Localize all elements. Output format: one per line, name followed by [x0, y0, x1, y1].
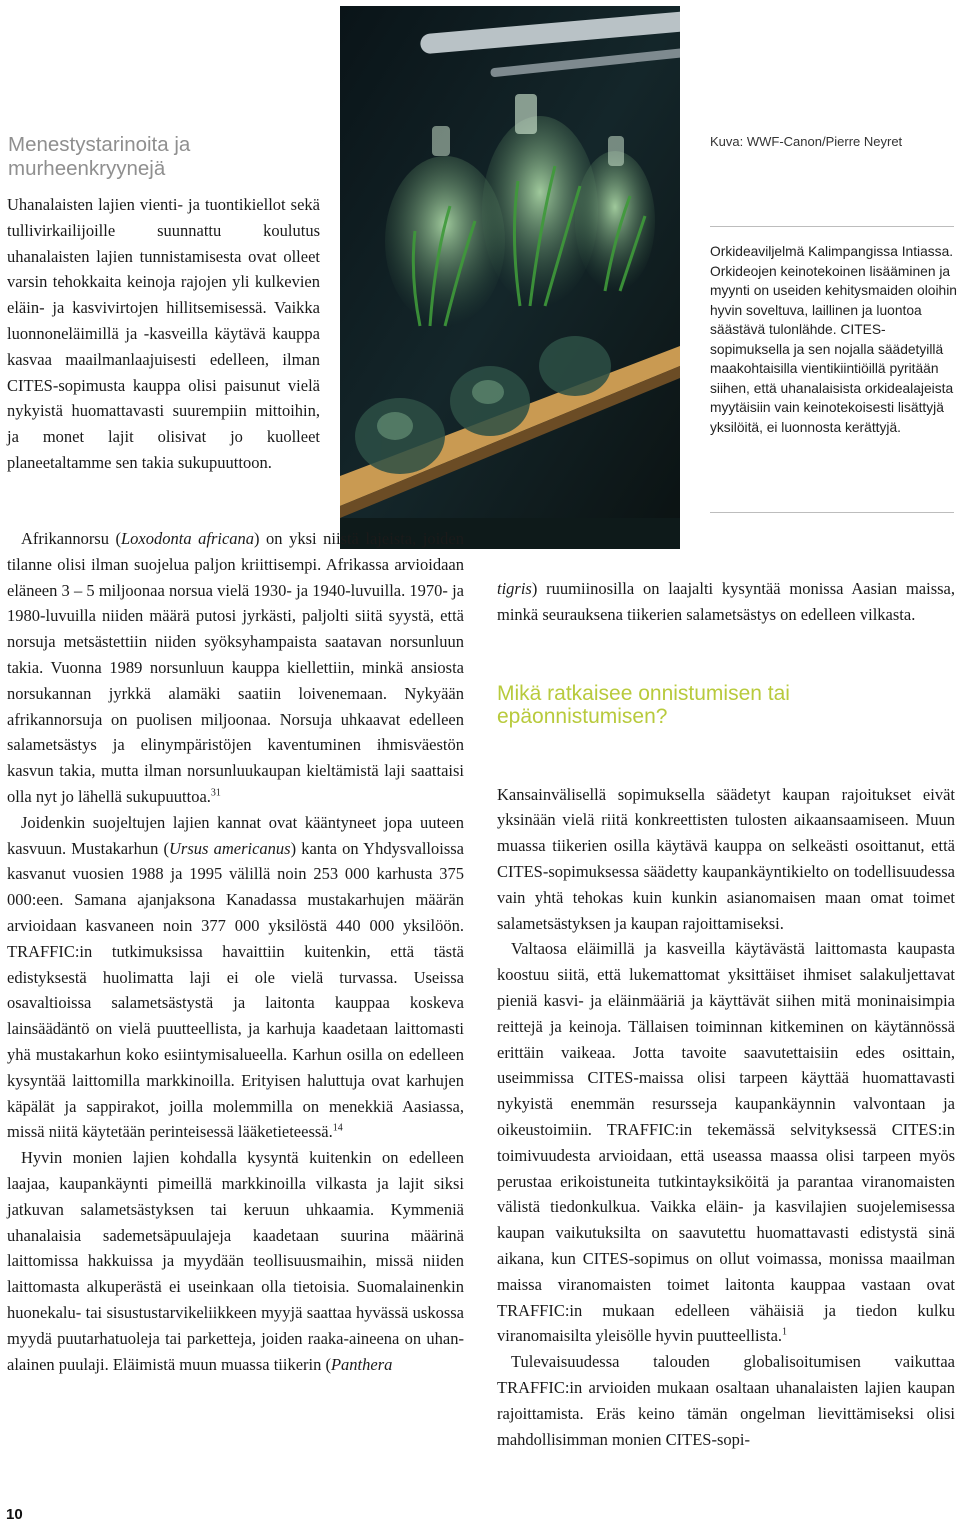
- left-column: [7, 526, 464, 1377]
- left-column-top: [7, 192, 320, 476]
- photo-credit: Kuva: WWF-Canon/Pierre Neyret: [710, 134, 903, 149]
- orchid-photo: [340, 6, 680, 549]
- species-name: Loxodonta africana: [121, 529, 255, 548]
- caption-top-rule: [710, 226, 954, 227]
- caption-bottom-rule: [710, 512, 954, 513]
- species-name: Ursus americanus: [169, 838, 291, 858]
- body-paragraph-8: Tulevaisuudessa talouden globalisoitumisen vaikuttaa TRAFFIC:in arvioiden mukaan osaltaan uhanalaisten lajien kaupan rajoittamista. Eräs keino tämän ongelman lievittämiseksi olisi mahdollisimman monien CITES-sopi-: [497, 1352, 955, 1449]
- species-name: Panthera: [330, 1354, 393, 1374]
- species-name: tigris: [497, 579, 532, 598]
- body-paragraph-5: tigris) ruumiinosilla on laajalti kysyntää monissa Aasian maissa, minkä seurauksena tiikerien salametsästys on edelleen vilkasta.: [497, 579, 955, 624]
- footnote-ref: 14: [332, 1122, 343, 1134]
- body-paragraph-6: Kansainvälisellä sopimuksella säädetyt kaupan rajoitukset eivät yksinään vielä riitä konkreettisten tulosten aikaansaamiseen. Muun muassa tiikerien osilla käytävä kauppa on selkeästi osoittanut, että CITES-sopimuksessa säädetty kaupankäyntikielto on todellisuudessa vain yhtä tehokas kuin kunkin asianomaisen maan omat toimet salametsästyksen ja kaupan rajoittamiseksi.: [497, 784, 955, 933]
- section-heading: Menestystarinoita ja murheenkryynejä: [8, 133, 191, 180]
- body-paragraph-2: Afrikannorsu (Loxodonta africana) on yksi niistä lajeista, joiden tilanne olisi ilman suojelua paljon kriittisempi. Afrikassa arvioidaan eläneen 3 – 5 miljoonaa norsua vielä 1930- ja 1940-luvuilla. 1970- ja 1980-luvuilla niiden määrä putosi jyrkästi, paljolti siitä syystä, että norsuja metsästettiin niiden syöksyhampaista saatavan norsunluun takia. Vuonna 1989 norsunluun kauppa kiellettiin, minkä ansiosta norsukannan jyrkkä alamäki saatiin loivenemaan. Nykyään afrikannorsuja on puolisen miljoonaa. Norsuja uhkaavat edelleen salametsästys ja elinympäristöjen kaventuminen ihmisväestön kasvun takia, mutta ilman norsunluukaupan kieltämistä laji saattaisi olla nyt jo lähellä sukupuuttoa.$^{31}$: [7, 529, 464, 806]
- body-paragraph-4: Hyvin monien lajien kohdalla kysyntä kuitenkin on edelleen laajaa, kaupankäynti pimeillä markkinoilla vilkasta ja lajit siksi jatkuvan salametsästyksen tai keruun uhkaamia. Kymmeniä uhanalaisia sademetsäpuulajeja kaadetaan suurina määrinä laittomissa hakkuissa ja myydään teollisuusmaihin, missä niiden laittomasta alkuperästä ei useinkaan olla tietoisia. Suomalainenkin huonekalu- tai sisustustarvikeliikkeen myyjä saattaa hyvässä uskossa myydä puutarhatuoleja tai parketteja, joiden raaka-aineena on uhanalainen puulaji. Eläimistä muun muassa tiikerin (Panthera: [7, 1148, 464, 1374]
- footnote-ref: 1: [782, 1326, 788, 1338]
- body-paragraph-7: Valtaosa eläimillä ja kasveilla käytävästä laittomasta kaupasta koostuu siitä, että lukemattomat yksittäiset ihmiset salakuljettavat pieniä kasvi- ja eläinmääriä ja käyttävät siihen mitä moninaisimpia reittejä ja keinoja. Tällaisen toiminnan kitkeminen on käytännössä erittäin vaikeaa. Jotta tavoite saavutettaisiin edes osittain, useimmissa CITES-maissa olisi tarpeen käyttää huomattavasti nykyistä enemmän resursseja kaupankäynnin valvontaan ja oikeustoimiin. TRAFFIC:in tekemässä selvityksessä CITES:in toimivuudesta arvioidaan, että useassa maassa olisi tarpeen myös perustaa erikoistuneita tutkintayksiköitä ja parantaa viranomaisten välistä tiedonkulkua. Vaikka eläin- ja kasvilajien suojelemisessa kaupan vaikutuksilta on saavutettu huomattavasti edistystä sinä aikana, kun CITES-sopimus on ollut voimassa, monissa maailman maissa viranomaisten toimet laitonta kauppaa vastaan ovat TRAFFIC:in mukaan edelleen vähäisiä ja tiedon kulku viranomaisilta yleisölle hyvin puutteellista.$^1$: [497, 939, 955, 1346]
- body-paragraph-3: Joidenkin suojeltujen lajien kannat ovat kääntyneet jopa uuteen kasvuun. Mustakarhun (Ursus americanus) kanta on Yhdysvalloissa kasvanut vuosien 1988 ja 1995 välillä noin 253 000 karhusta 375 000:een. Samana ajanjaksona Kanadassa mustakarhujen määrän arvioidaan kasvaneen noin 377 000 yksilöstä 440 000 yksilöön. TRAFFIC:in tutkimuksissa havaittiin kuitenkin, että tästä edistyksestä huolimatta laji ei ole vielä turvassa. Useissa osavaltioissa salametsästystä ja laitonta kauppaa koskeva lainsäädäntö on vielä puutteellista, ja karhuja kaadetaan laittomasti yhä mustakarhun koko esiintymisalueella. Karhun osilla on edelleen kysyntää laittomilla markkinoilla. Erityisen haluttuja ovat karhujen käpälät ja sappirakot, joilla molemmilla on menekkiä Aasiassa, missä niitä käytetään perinteisessä lääketieteessä.$^{14}$: [7, 812, 464, 1142]
- page-number: 10: [6, 1506, 23, 1523]
- photo-caption: Orkideaviljelmä Kalimpangissa Intiassa. Orkideojen keinotekoinen lisääminen ja myynti on useiden kehitysmaiden oloihin hyvin soveltuva, laillinen ja luontoa säästävä tulonlähde. CITES-sopimuksella ja sen nojalla säädetyillä maakohtaisilla vientikiintiöillä pyritään siihen, että uhanalaisista orkidealajeista myytäisiin vain keinotekoisesti lisättyjä yksilöitä, ei luonnosta kerättyjä.: [710, 244, 957, 435]
- footnote-ref: 31: [210, 787, 221, 799]
- subheading: Mikä ratkaisee onnistumisen tai epäonnistumisen?: [497, 682, 790, 728]
- body-paragraph-1: Uhanalaisten lajien vienti- ja tuontikiellot sekä tullivirkailijoille suunnattu koulutus uhanalaisten lajien tunnistamisesta ovat olleet varsin tehokkaita keinoja rajojen yli kulkevien eläin- ja kasvivirtojen hillitsemisessä. Vaikka luonnoneläimillä ja -kasveilla käytävä kauppa kasvaa maailmanlaajuisesti edelleen, ilman CITES-sopimusta kauppa olisi paisunut vielä nykyistä huomattavasti suurempiin mittoihin, ja monet lajit olisivat jo kuolleet planeetaltamme sen takia sukupuuttoon.: [7, 195, 320, 472]
